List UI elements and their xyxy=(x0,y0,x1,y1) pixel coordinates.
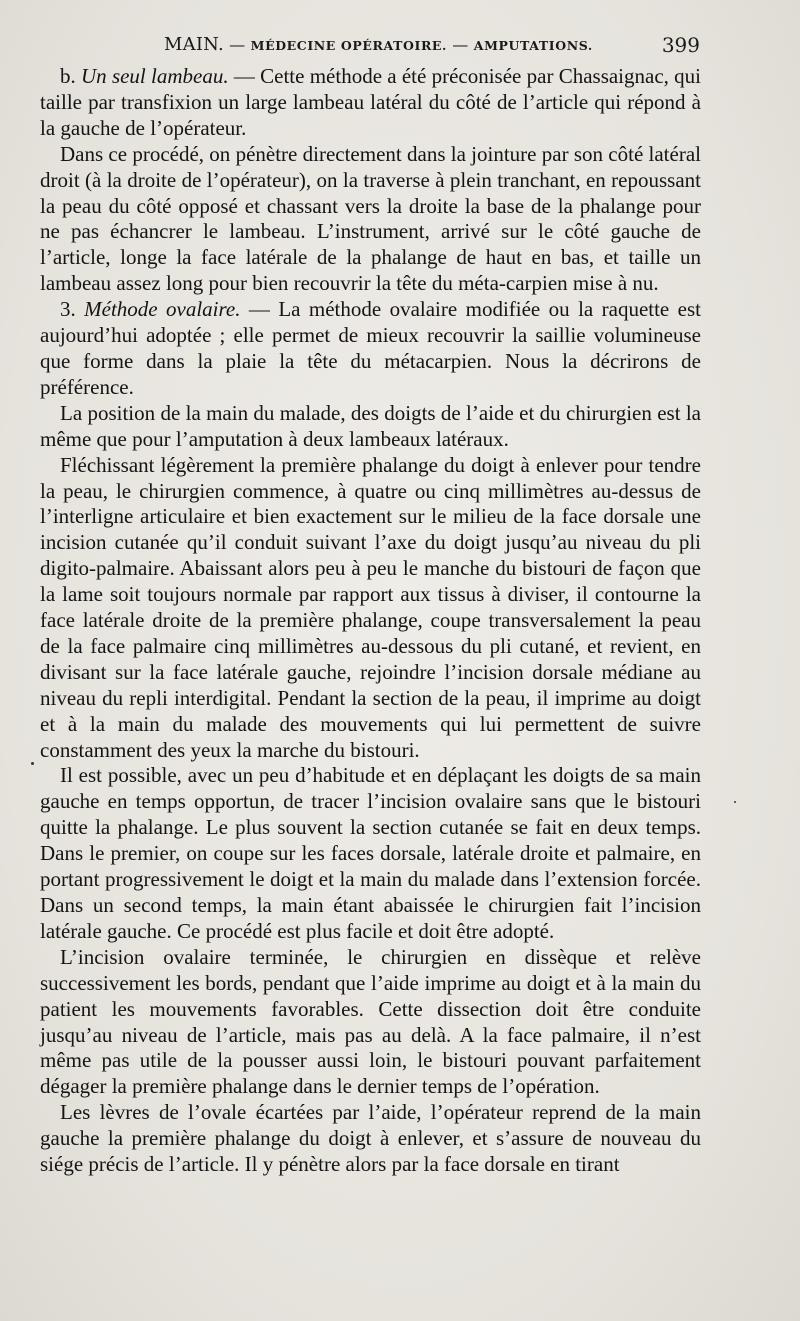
paragraph: Fléchissant légèrement la première phalange du doigt à enlever pour tendre la peau, le chirurgien commence, à quatre ou cinq millimètres au-dessus de l’interligne articulaire et bien exactement sur le milieu de la face dorsale une incision cutanée qu’il conduit suivant l’axe du doigt jusqu’au niveau du pli digito-palmaire. Abaissant alors peu à peu le manche du bistouri de façon que la lame soit toujours normale par rapport aux tissus à diviser, il contourne la face latérale droite de la première phalange, coupe transversalement la peau de la face palmaire cinq millimètres au-dessous du pli cutané, et revient, en divisant sur la face latérale gauche, rejoindre l’incision dorsale médiane au niveau du repli interdigital. Pendant la section de la peau, il imprime au doigt et à la main du malade des mouvements qui lui permettent de suivre constamment des yeux la marche du bistouri. xyxy=(40,452,701,762)
list-label: 3. xyxy=(60,297,85,322)
method-title: Méthode ovalaire. xyxy=(84,297,241,322)
running-head-dash: — xyxy=(223,35,251,54)
running-head-section: MÉDECINE OPÉRATOIRE. xyxy=(250,38,448,53)
print-speck xyxy=(734,801,736,803)
page-number: 399 xyxy=(661,33,700,57)
paragraph: La position de la main du malade, des doigts de l’aide et du chirurgien est la même que pour l’amputation à deux lambeaux latéraux. xyxy=(40,400,701,451)
paragraph: Dans ce procédé, on pénètre directement dans la jointure par son côté latéral droit (à la droite de l’opérateur), on la traverse à plein tranchant, en repoussant la peau du côté opposé et chassant vers la droite la base de la phalange pour ne pas échancrer le lambeau. L’instrument, arrivé sur le côté gauche de l’article, longe la face latérale de la phalange de haut en bas, et taille un lambeau assez long pour bien recouvrir la tête du méta-carpien mise à nu. xyxy=(40,141,701,296)
running-head xyxy=(164,34,593,55)
method-title: Un seul lambeau. xyxy=(81,64,229,88)
paragraph: L’incision ovalaire terminée, le chirurgien en dissèque et relève successivement les bords, pendant que l’aide imprime au doigt et à la main du patient les mouvements favorables. Cette dissection doit être conduite jusqu’au niveau de l’article, mais pas au delà. A la face palmaire, il n’est même pas utile de la pousser aussi loin, le bistouri pouvant parfaitement dégager la première phalange dans le dernier temps de l’opération. xyxy=(40,944,701,1099)
paragraph-text: — La méthode ovalaire modifiée ou la raquette est aujourd’hui adoptée ; elle permet de mieux recouvrir la saillie volumineuse que forme dans la plaie la tête du métacarpien. Nous la décrirons de préférence. xyxy=(40,297,701,399)
body-text xyxy=(40,64,701,1178)
list-label: b. xyxy=(60,64,82,88)
running-head-main: MAIN. xyxy=(164,34,224,55)
page-header xyxy=(40,30,700,62)
paragraph xyxy=(40,64,701,142)
paragraph xyxy=(40,297,701,401)
running-head-dash: — xyxy=(447,35,474,54)
print-speck xyxy=(31,762,34,765)
running-head-subsection: AMPUTATIONS. xyxy=(473,38,593,53)
paragraph-text: — Cette méthode a été préconisée par Chassaignac, qui taille par transfixion un large lambeau latéral du côté de l’article qui répond à la gauche de l’opérateur. xyxy=(40,64,702,140)
paragraph: Les lèvres de l’ovale écartées par l’aide, l’opérateur reprend de la main gauche la première phalange du doigt à enlever, et s’assure de nouveau du siége précis de l’article. Il y pénètre alors par la face dorsale en tirant xyxy=(40,1100,701,1177)
paragraph: Il est possible, avec un peu d’habitude et en déplaçant les doigts de sa main gauche en temps opportun, de tracer l’incision ovalaire sans que le bistouri quitte la phalange. Le plus souvent la section cutanée se fait en deux temps. Dans le premier, on coupe sur les faces dorsale, latérale droite et palmaire, en portant progressivement le doigt et la main du malade dans l’extension forcée. Dans un second temps, la main étant abaissée le chirurgien fait l’incision latérale gauche. Ce procédé est plus facile et doit être adopté. xyxy=(40,763,701,943)
